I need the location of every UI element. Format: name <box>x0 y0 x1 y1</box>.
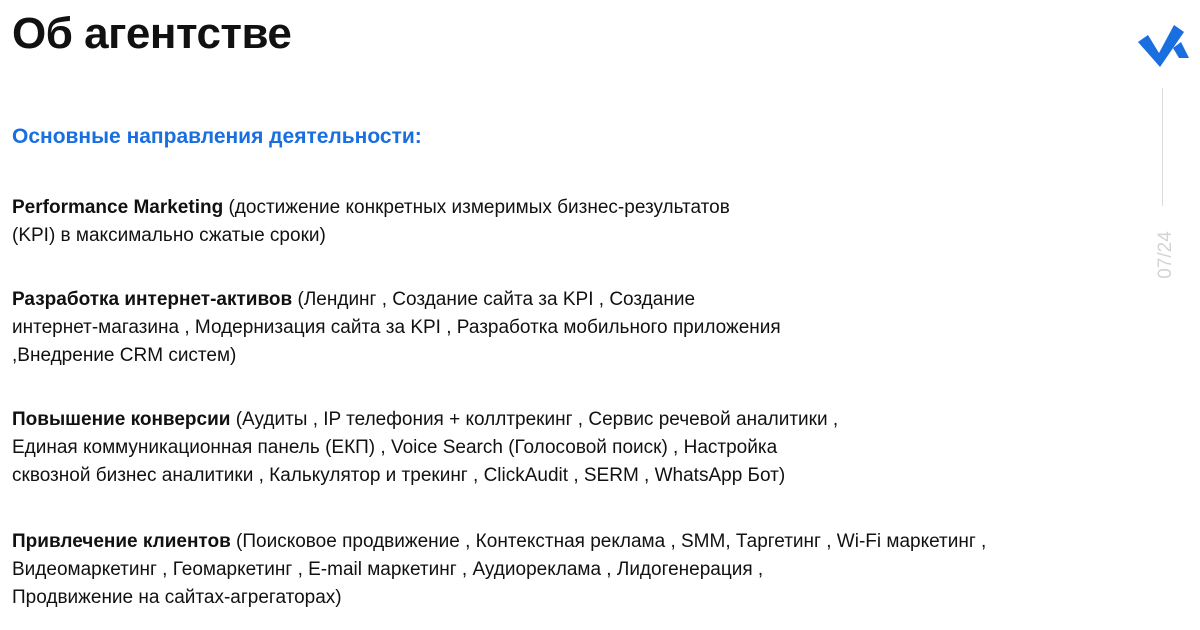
page-number: 07/24 <box>1155 231 1176 279</box>
direction-text: Видеомаркетинг , Геомаркетинг , E-mail маркетинг , Аудиореклама , Лидогенерация , <box>12 559 764 580</box>
direction-heading: Повышение конверсии <box>12 409 231 430</box>
direction-conversion <box>12 406 1142 490</box>
direction-text: (Поисковое продвижение , Контекстная реклама , SMM, Таргетинг , Wi-Fi маркетинг , <box>230 531 987 552</box>
direction-heading: Performance Marketing <box>12 197 224 218</box>
direction-text: ,Внедрение CRM систем) <box>12 345 237 366</box>
direction-web-development <box>12 286 1142 370</box>
section-subtitle: Основные направления деятельности: <box>12 125 422 148</box>
direction-text: Единая коммуникационная панель (ЕКП) , Voice Search (Голосовой поиск) , Настройка <box>12 437 778 458</box>
direction-text: интернет-магазина , Модернизация сайта за KPI , Разработка мобильного приложения <box>12 317 781 338</box>
direction-heading: Привлечение клиентов <box>12 531 231 552</box>
direction-text: Продвижение на сайтах-агрегаторах) <box>12 587 342 608</box>
direction-text: (достижение конкретных измеримых бизнес-результатов <box>223 197 730 218</box>
vertical-divider <box>1162 88 1163 206</box>
direction-text: (Аудиты , IP телефония + коллтрекинг , Сервис речевой аналитики , <box>230 409 839 430</box>
direction-text: сквозной бизнес аналитики , Калькулятор и трекинг , ClickAudit , SERM , WhatsApp Бот) <box>12 465 786 486</box>
agency-logo-icon <box>1136 22 1190 70</box>
direction-text: (KPI) в максимально сжатые сроки) <box>12 225 326 246</box>
direction-text: (Лендинг , Создание сайта за KPI , Создание <box>292 289 696 310</box>
page-title: Об агентстве <box>12 9 292 58</box>
direction-client-acquisition <box>12 528 1142 612</box>
direction-heading: Разработка интернет-активов <box>12 289 293 310</box>
direction-performance-marketing <box>12 194 1142 250</box>
